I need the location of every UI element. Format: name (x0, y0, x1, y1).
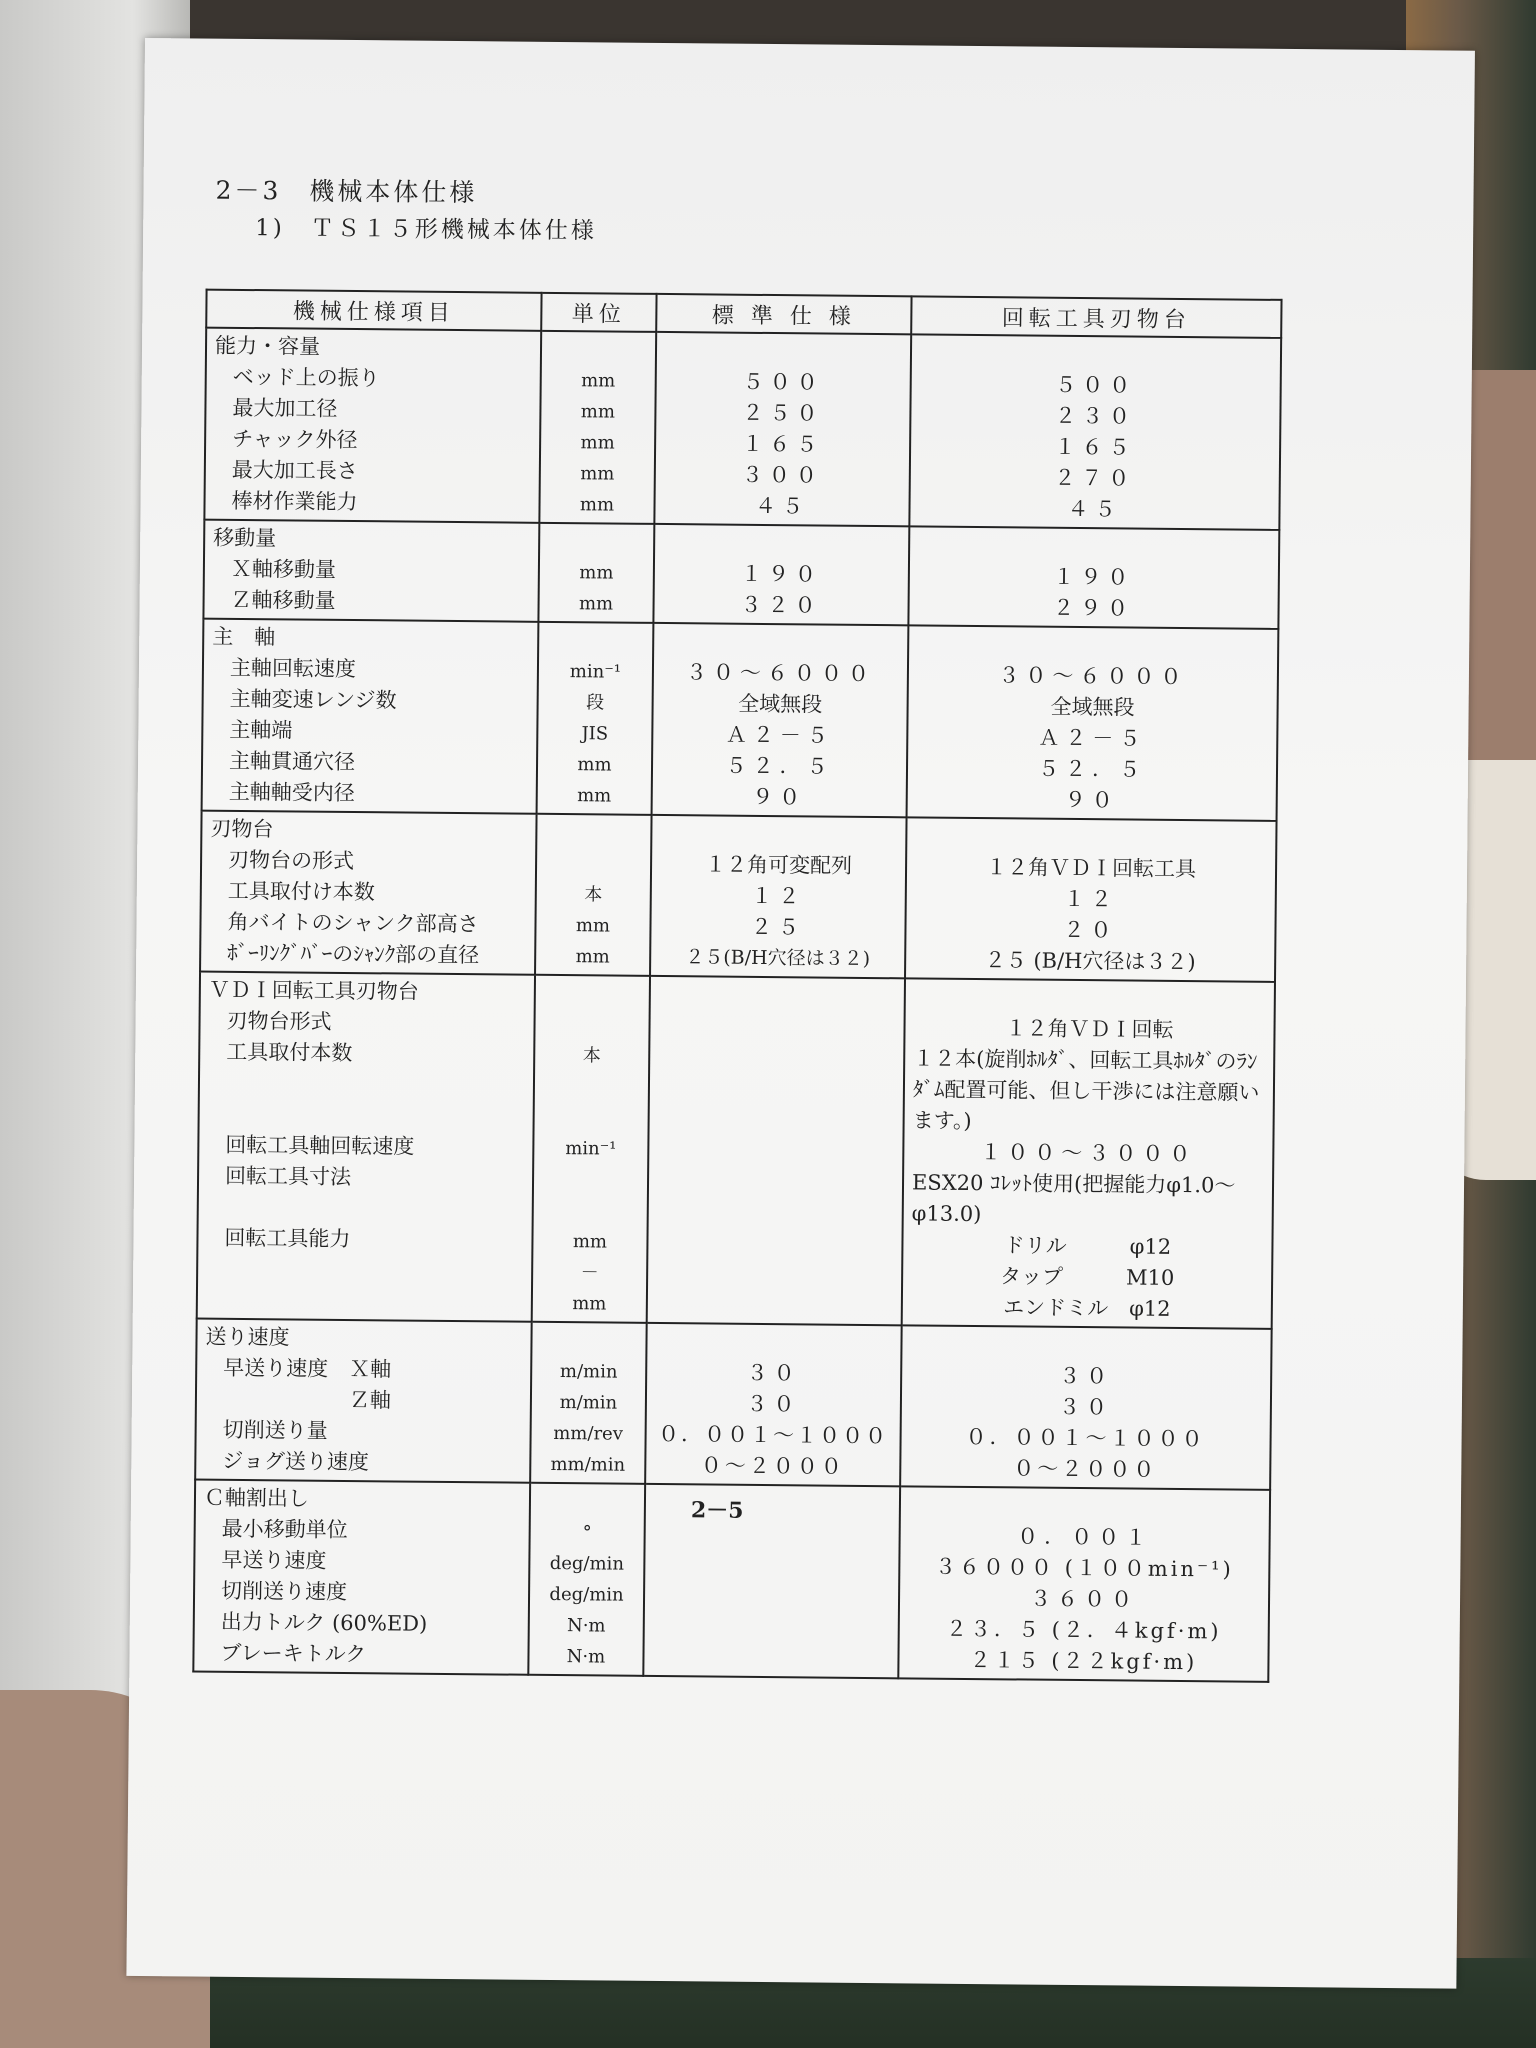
unit: mm (579, 494, 615, 516)
item-label: 主軸回転速度 (229, 655, 357, 682)
item-label: 切削送り速度 (220, 1578, 348, 1605)
item-label: 角バイトのシャンク部高さ (227, 909, 479, 937)
rot-value: ３６００ (1029, 1586, 1139, 1612)
unit: 本 (584, 884, 603, 906)
rot-value: ０．００１～１０００ (965, 1424, 1206, 1452)
item-label: 回転工具能力 (224, 1225, 351, 1252)
item-label: 主軸変速レンジ数 (229, 686, 397, 713)
std-value: １６５ (742, 431, 824, 457)
group-travel (203, 520, 1279, 629)
rot-value: ESX20 ｺﾚｯﾄ使用(把握能力φ1.0～φ13.0) (911, 1170, 1236, 1227)
item-label: ブレーキトルク (220, 1640, 367, 1667)
std-value: ３０～６０００ (685, 660, 876, 687)
unit: － (580, 1262, 599, 1284)
item-label: 主軸端 (229, 717, 293, 743)
section-title: 2－3 機械本体仕様 (215, 175, 478, 208)
unit: mm (575, 915, 611, 937)
unit: min⁻¹ (569, 661, 622, 683)
item-label: 工具取付本数 (226, 1039, 353, 1066)
unit: mm (580, 401, 616, 423)
item-label: 最大加工長さ (231, 457, 358, 484)
item-label: Ｚ軸 (222, 1386, 392, 1413)
std-value: ３０ (746, 1360, 801, 1386)
item-label: 回転工具軸回転速度 (225, 1132, 415, 1159)
item-label: 最小移動単位 (221, 1516, 348, 1543)
item-label: 出力トルク (60%ED) (220, 1609, 428, 1636)
std-value: Ａ２－５ (725, 722, 834, 748)
item-label: ジョグ送り速度 (222, 1448, 370, 1475)
unit: mm/min (550, 1453, 626, 1476)
item-label: 早送り速度 Ｘ軸 (223, 1355, 392, 1382)
rot-value: ３６０００ (１００min⁻¹) (934, 1554, 1234, 1582)
rot-value: ４５ (1067, 496, 1122, 522)
rot-value: ２０ (1063, 917, 1118, 943)
std-value: ２５０ (742, 400, 824, 426)
std-value: ４５ (754, 493, 810, 519)
unit: ° (582, 1522, 592, 1544)
std-value: １９０ (740, 561, 822, 587)
rot-value: ９０ (1064, 787, 1119, 813)
std-value: ２５ (750, 914, 806, 940)
unit: mm (572, 1231, 608, 1253)
rot-value: ２５ (B/H穴径は３２) (984, 948, 1196, 975)
rot-value: 全域無段 (1050, 694, 1135, 720)
item-label: 回転工具寸法 (224, 1163, 352, 1190)
rot-value: ５００ (1055, 372, 1137, 398)
unit: mm (572, 1293, 607, 1315)
group-capacity (204, 328, 1281, 530)
rot-value: ドリル φ12 (1003, 1233, 1172, 1259)
std-value: ２５(B/H穴径は３２) (685, 946, 871, 971)
rot-value: ３０ (1059, 1363, 1114, 1389)
group-vdi-turret (197, 972, 1275, 1329)
rot-value: タップ M10 (999, 1264, 1175, 1290)
item-label: 刃物台形式 (226, 1008, 332, 1034)
group-feed (195, 1319, 1271, 1490)
rot-value: ３０ (1058, 1394, 1114, 1420)
std-value: ０．００１～１０００ (658, 1421, 889, 1449)
rot-value: １２角ＶＤＩ回転 (1005, 1016, 1174, 1042)
unit: m/min (559, 1361, 618, 1383)
unit: mm (579, 562, 614, 584)
std-value: １２角可変配列 (704, 852, 853, 878)
rot-value: １６５ (1054, 434, 1136, 460)
rot-value: ０．００１ (1017, 1524, 1153, 1550)
rot-value: ２３．５ (２．４kgf·m) (945, 1616, 1222, 1644)
group-label: ＶＤＩ回転工具刃物台 (208, 977, 419, 1004)
group-label: 移動量 (213, 525, 277, 551)
group-label: 主 軸 (212, 624, 276, 650)
rot-value: １２ (1063, 886, 1118, 912)
unit: mm (580, 463, 615, 485)
header-rotary: 回転工具刃物台 (911, 296, 1281, 338)
page-number: 2－5 (690, 1497, 744, 1524)
manual-page (126, 38, 1475, 1989)
item-label: 工具取付け本数 (227, 878, 375, 905)
item-label: 早送り速度 (221, 1547, 327, 1573)
rot-value: １００～３０００ (980, 1140, 1197, 1167)
rot-value: ２７０ (1054, 465, 1136, 491)
rot-value: Ａ２－５ (1038, 725, 1147, 751)
rot-value: １２本(旋削ﾎﾙﾀﾞ、回転工具ﾎﾙﾀﾞのﾗﾝﾀﾞﾑ配置可能、但し干渉には注意願います。) (912, 1046, 1260, 1133)
item-label: 刃物台の形式 (227, 847, 355, 874)
item-label: 主軸軸受内径 (228, 779, 355, 806)
unit: N·m (566, 1646, 606, 1668)
rot-value: ３０～６０００ (998, 663, 1188, 690)
item-label: チャック外径 (232, 426, 358, 453)
rot-value: ０～２０００ (1013, 1456, 1158, 1482)
rot-value: １２角ＶＤＩ回転工具 (985, 855, 1197, 882)
group-spindle (202, 619, 1279, 821)
unit: 本 (582, 1045, 601, 1067)
unit: deg/min (549, 1583, 624, 1606)
sub-title: 1) ＴＳ１５形機械本体仕様 (255, 215, 597, 245)
rot-value: ２９０ (1052, 595, 1135, 621)
unit: mm (578, 593, 614, 615)
item-label: 主軸貫通穴径 (228, 748, 356, 775)
group-label: 送り速度 (205, 1324, 290, 1350)
unit: deg/min (549, 1552, 625, 1575)
unit: mm (575, 946, 610, 968)
item-label: ベッド上の振り (232, 364, 380, 391)
std-value: １２ (751, 883, 806, 909)
std-value: ９０ (752, 784, 807, 810)
group-label: Ｃ軸割出し (203, 1485, 310, 1511)
unit: N·m (566, 1615, 606, 1637)
item-label: 最大加工径 (232, 395, 338, 421)
item-label: Ｚ軸移動量 (230, 587, 336, 613)
header-standard: 標 準 仕 様 (656, 294, 911, 334)
item-label: 切削送り量 (222, 1417, 328, 1443)
header-unit: 単位 (541, 293, 656, 332)
item-label: 棒材作業能力 (231, 488, 358, 515)
spec-table (192, 289, 1282, 1683)
rot-value: ２１５ (２２kgf·m) (969, 1647, 1198, 1675)
unit: mm/rev (553, 1422, 624, 1445)
item-label: Ｘ軸移動量 (230, 556, 337, 582)
group-turret (200, 811, 1276, 982)
item-label: ﾎﾞｰﾘﾝｸﾞﾊﾞｰのｼｬﾝｸ部の直径 (227, 940, 480, 968)
rot-value: エンドミル φ12 (1003, 1295, 1171, 1321)
unit: mm (580, 432, 615, 454)
unit: 段 (586, 692, 605, 714)
std-value: ３２０ (740, 592, 822, 618)
std-value: ３００ (741, 462, 823, 488)
unit: mm (577, 785, 612, 807)
unit: m/min (559, 1392, 618, 1414)
unit (545, 848, 642, 880)
unit: mm (577, 754, 612, 776)
group-label: 刃物台 (210, 816, 274, 842)
header-item: 機械仕様項目 (206, 290, 541, 331)
std-value: ５２．５ (725, 753, 834, 779)
rot-value: ５２．５ (1037, 756, 1147, 782)
rot-value: ２３０ (1054, 403, 1137, 429)
std-value: ３０ (746, 1391, 801, 1417)
std-value: ０～２０００ (700, 1453, 845, 1479)
rot-value: １９０ (1053, 564, 1135, 590)
unit: min⁻¹ (565, 1138, 617, 1160)
unit: mm (581, 370, 616, 392)
group-label: 能力・容量 (214, 333, 321, 359)
std-value: ５００ (742, 369, 824, 395)
std-value: 全域無段 (738, 691, 823, 717)
unit: JIS (581, 723, 609, 745)
